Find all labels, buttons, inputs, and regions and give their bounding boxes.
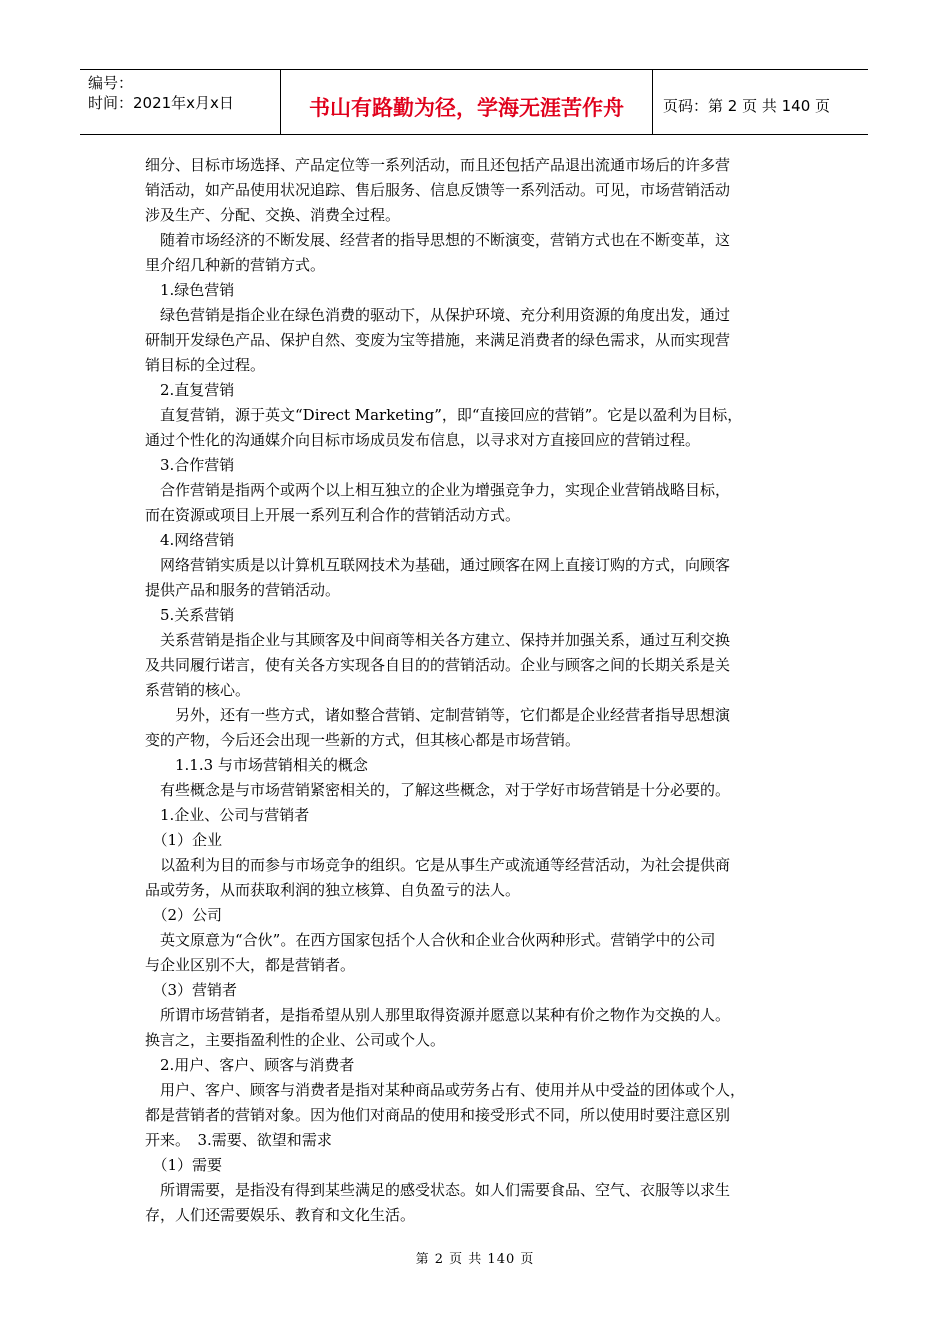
body-text-line: 与企业区别不大，都是营销者。 xyxy=(145,956,356,974)
body-text-line: 里介绍几种新的营销方式。 xyxy=(145,256,326,274)
body-text-line: 网络营销实质是以计算机互联网技术为基础，通过顾客在网上直接订购的方式，向顾客 xyxy=(145,556,731,574)
body-text-line: 提供产品和服务的营销活动。 xyxy=(145,581,341,599)
body-text-line: 英文原意为“合伙”。在西方国家包括个人合伙和企业合伙两种形式。营销学中的公司 xyxy=(145,931,716,949)
body-text-line: 系营销的核心。 xyxy=(145,681,251,699)
body-text-line: 1.1.3 与市场营销相关的概念 xyxy=(145,756,368,774)
body-text-line: 另外，还有一些方式，诸如整合营销、定制营销等，它们都是企业经营者指导思想演 xyxy=(145,706,731,724)
header-page-cell xyxy=(653,70,868,134)
header-page-code: 页码：第 2 页 共 140 页 xyxy=(663,97,831,115)
document-body xyxy=(145,153,815,1228)
body-text-line: 品或劳务，从而获取利润的独立核算、自负盈亏的法人。 xyxy=(145,881,521,899)
body-text-line: 都是营销者的营销对象。因为他们对商品的使用和接受形式不同，所以使用时要注意区别 xyxy=(145,1106,731,1124)
body-text-line: 销活动，如产品使用状况追踪、售后服务、信息反馈等一系列活动。可见，市场营销活动 xyxy=(145,181,731,199)
document-number-label: 编号： xyxy=(88,74,134,92)
body-text-line: （1）企业 xyxy=(145,831,223,849)
body-text-line: 用户、客户、顾客与消费者是指对某种商品或劳务占有、使用并从中受益的团体或个人， xyxy=(145,1081,746,1099)
body-text-line: 有些概念是与市场营销紧密相关的，了解这些概念，对于学好市场营销是十分必要的。 xyxy=(145,781,731,799)
body-text-line: 开来。 3.需要、欲望和需求 xyxy=(145,1131,332,1149)
body-text-line: 3.合作营销 xyxy=(145,456,235,474)
body-text-line: 4.网络营销 xyxy=(145,531,235,549)
body-text-line: 细分、目标市场选择、产品定位等一系列活动，而且还包括产品退出流通市场后的许多营 xyxy=(145,156,731,174)
body-text-line: 通过个性化的沟通媒介向目标市场成员发布信息，以寻求对方直接回应的营销过程。 xyxy=(145,431,701,449)
body-text-line: 研制开发绿色产品、保护自然、变废为宝等措施，来满足消费者的绿色需求，从而实现营 xyxy=(145,331,731,349)
body-text-line: 及共同履行诺言，使有关各方实现各自目的的营销活动。企业与顾客之间的长期关系是关 xyxy=(145,656,731,674)
page-footer: 第 2 页 共 140 页 xyxy=(415,1252,535,1267)
header-meta-cell xyxy=(80,70,281,134)
body-text-line: 关系营销是指企业与其顾客及中间商等相关各方建立、保持并加强关系，通过互利交换 xyxy=(145,631,731,649)
header-motto: 书山有路勤为径，学海无涯苦作舟 xyxy=(309,96,624,120)
body-text-line: 2.直复营销 xyxy=(145,381,235,399)
document-time-label: 时间：2021年x月x日 xyxy=(88,94,234,112)
body-text-line: 变的产物，今后还会出现一些新的方式，但其核心都是市场营销。 xyxy=(145,731,581,749)
body-text-line: 涉及生产、分配、交换、消费全过程。 xyxy=(145,206,401,224)
body-text-line: 所谓市场营销者，是指希望从别人那里取得资源并愿意以某种有价之物作为交换的人。 xyxy=(145,1006,731,1024)
body-text-line: 1.绿色营销 xyxy=(145,281,235,299)
body-text-line: 换言之，主要指盈利性的企业、公司或个人。 xyxy=(145,1031,446,1049)
body-text-line: 绿色营销是指企业在绿色消费的驱动下，从保护环境、充分利用资源的角度出发，通过 xyxy=(145,306,731,324)
body-text-line: 直复营销，源于英文“Direct Marketing”，即“直接回应的营销”。它是以盈利为目标， xyxy=(145,406,743,424)
body-text-line: 随着市场经济的不断发展、经营者的指导思想的不断演变，营销方式也在不断变革，这 xyxy=(145,231,731,249)
page-header xyxy=(80,69,868,135)
body-text-line: 合作营销是指两个或两个以上相互独立的企业为增强竞争力，实现企业营销战略目标， xyxy=(145,481,731,499)
body-text-line: 5.关系营销 xyxy=(145,606,235,624)
body-text-line: 存，人们还需要娱乐、教育和文化生活。 xyxy=(145,1206,416,1224)
body-text-line: 而在资源或项目上开展一系列互利合作的营销活动方式。 xyxy=(145,506,521,524)
body-text-line: 所谓需要，是指没有得到某些满足的感受状态。如人们需要食品、空气、衣服等以求生 xyxy=(145,1181,731,1199)
body-text-line: 销目标的全过程。 xyxy=(145,356,266,374)
body-text-line: 2.用户、客户、顾客与消费者 xyxy=(145,1056,355,1074)
body-text-line: （3）营销者 xyxy=(145,981,238,999)
header-motto-cell xyxy=(281,70,653,134)
body-text-line: 以盈利为目的而参与市场竞争的组织。它是从事生产或流通等经营活动，为社会提供商 xyxy=(145,856,731,874)
body-text-line: （1）需要 xyxy=(145,1156,223,1174)
body-text-line: （2）公司 xyxy=(145,906,223,924)
body-text-line: 1.企业、公司与营销者 xyxy=(145,806,310,824)
